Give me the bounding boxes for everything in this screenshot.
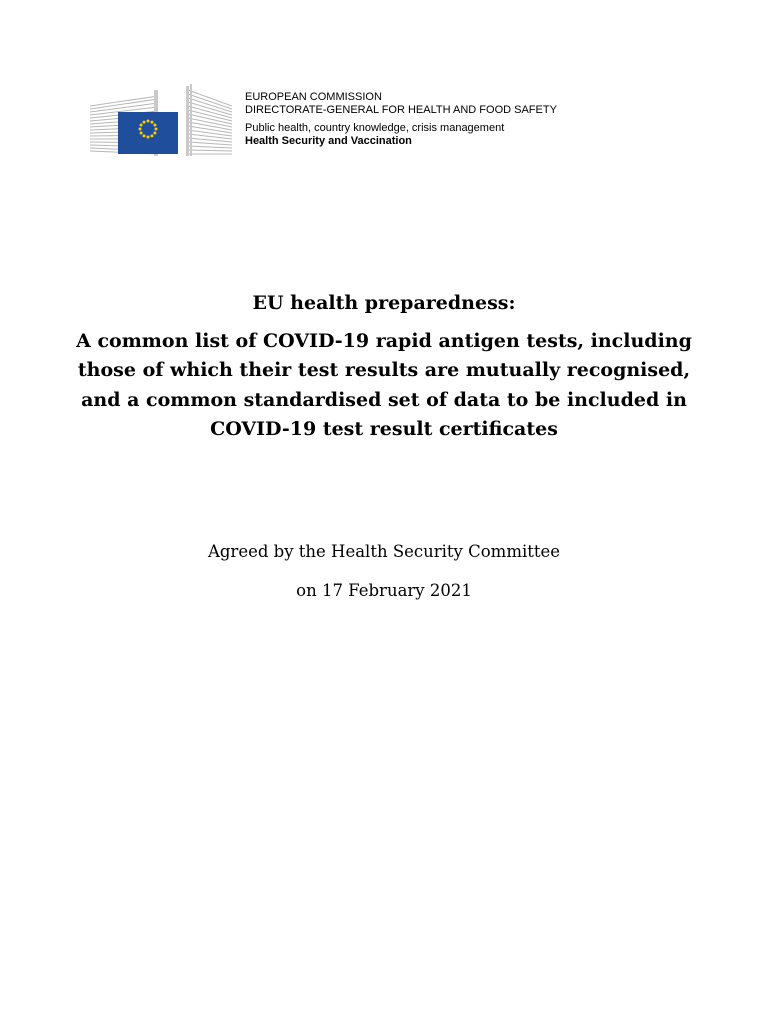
european-commission-logo (90, 84, 232, 156)
building-lines-right (188, 90, 232, 154)
directorate-unit: Public health, country knowledge, crisis management (245, 122, 505, 134)
unit-name: Health Security and Vaccination (245, 134, 412, 147)
title-heading: EU health preparedness: (252, 292, 516, 314)
directorate-name: DIRECTORATE-GENERAL FOR HEALTH AND FOOD SAFETY (245, 103, 557, 116)
document-header (90, 84, 690, 156)
title-subject: A common list of COVID-19 rapid antigen tests, including those of which their test results are mutually recognised, and a common standardised set of data to be included in COVID-19 test result certificates (76, 329, 692, 440)
organisation-block (245, 91, 557, 147)
agreed-by: Agreed by the Health Security Committee (207, 542, 561, 561)
document-title (0, 289, 768, 445)
org-name: EUROPEAN COMMISSION (245, 91, 382, 103)
agreement-block (0, 540, 768, 603)
eu-flag (118, 112, 178, 154)
agreement-date: on 17 February 2021 (296, 581, 472, 600)
